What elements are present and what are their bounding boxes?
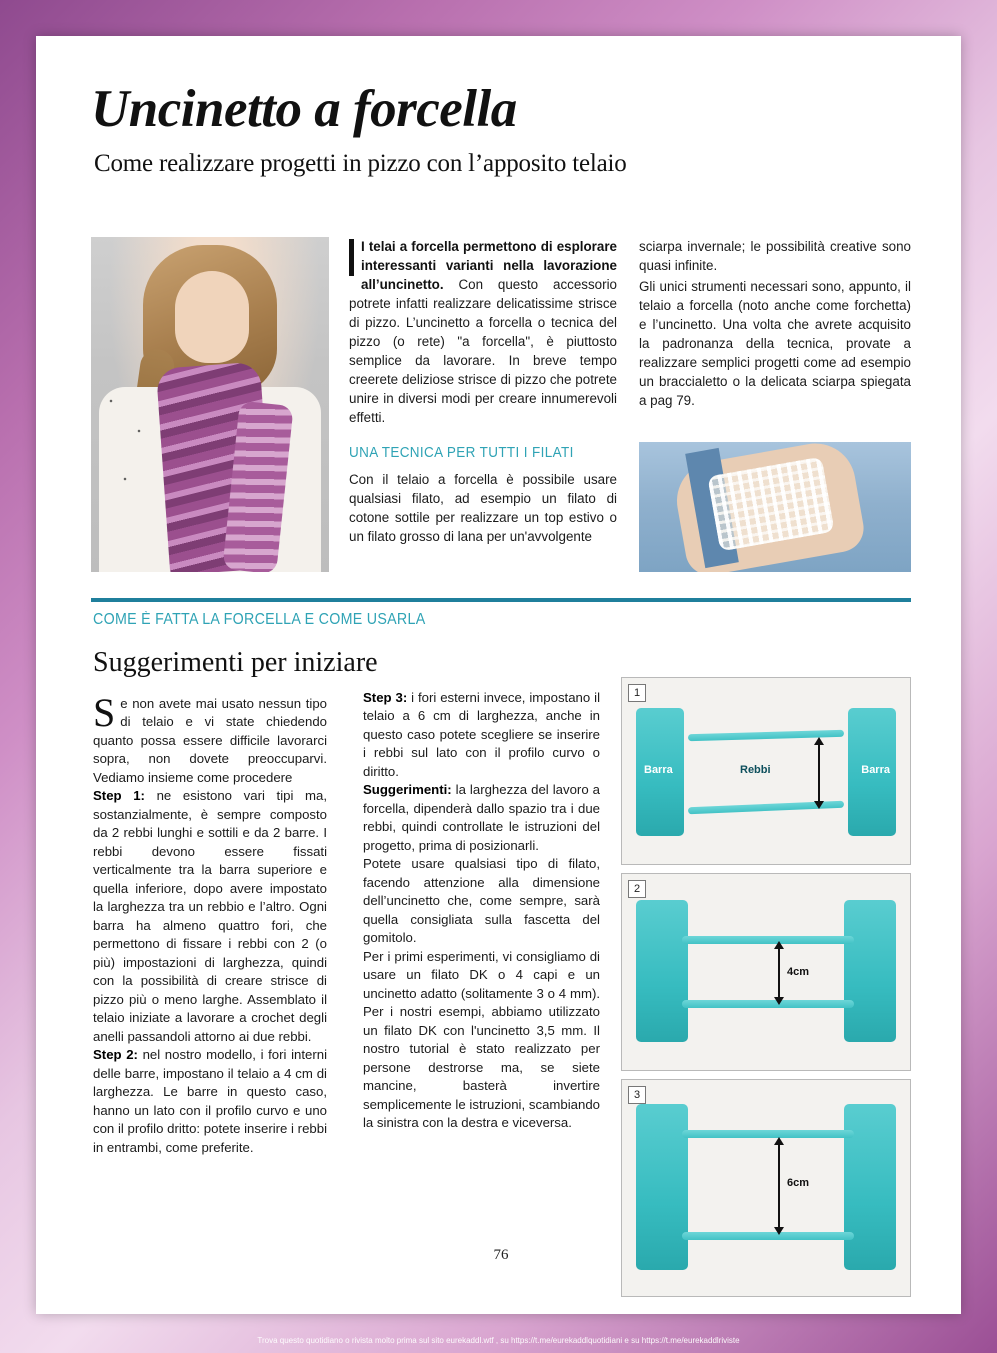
magazine-page (36, 36, 961, 1314)
intro-lead: I telai a forcella permettono di esplorare interessanti varianti nella lavorazione all’uncinetto. (361, 239, 617, 293)
intro-section (91, 237, 911, 572)
fig2-label-width: 4cm (787, 966, 810, 978)
fig2-bar-left (636, 900, 688, 1042)
photo-lace-bracelet (639, 442, 911, 572)
fig3-label-width: 6cm (787, 1177, 810, 1189)
model-face (175, 271, 249, 363)
body-step2 (93, 1046, 327, 1157)
body-step1 (93, 787, 327, 1046)
body-p1 (93, 690, 327, 787)
suggerimenti-text: la larghezza del lavoro a forcella, dipenderà dallo spazio tra i due rebbi, quindi controllate le istruzioni del progetto, prima di posizionarli. (363, 782, 600, 853)
fig1-label-rebbi: Rebbi (740, 764, 771, 776)
intro-paragraph (349, 237, 617, 427)
photo-model-with-scarf (91, 237, 329, 572)
intro-rest: Con questo accessorio potrete infatti realizzare delicatissime strisce di pizzo. L’uncinetto a forcella o tecnica del pizzo (o rete) "a forcella", è piuttosto semplice da lavorare. In breve tempo creerete deliziose strisce di pizzo che potrete unire in diversi modi per creare innumerevoli effetti. (349, 277, 617, 426)
figure-1 (621, 677, 911, 865)
intro-right-p1: sciarpa invernale; le possibilità creative sono quasi infinite. (639, 239, 911, 274)
fig1-arrow (818, 744, 820, 802)
figure-3-number: 3 (628, 1086, 646, 1104)
intro-column-right (639, 237, 911, 410)
paragraph-filati: Con il telaio a forcella è possibile usare qualsiasi filato, ad esempio un filato di cotone sottile per realizzare un top estivo o un filato grosso di lana per un'avvolgente (349, 471, 617, 544)
page-number: 76 (493, 1247, 509, 1263)
fig1-label-bar-right: Barra (861, 764, 890, 776)
intro-column-left (349, 237, 617, 546)
body-column-right (363, 689, 600, 1133)
page-content (91, 82, 911, 1272)
body-p1-text: e non avete mai usato nessun tipo di telaio e vi state chiedendo quanto possa essere difficile lavorarci sopra, non dovete preoccuparvi. Vediamo insieme come procedere (93, 696, 327, 785)
body-column-left (93, 690, 328, 1157)
step1-label: Step 1: (93, 788, 145, 804)
figure-3 (621, 1079, 911, 1297)
fig3-arrow (778, 1144, 780, 1228)
section-title: Suggerimenti per iniziare (93, 647, 378, 678)
body-step3 (363, 689, 600, 781)
figure-2 (621, 873, 911, 1071)
body-right-p2: Potete usare qualsiasi tipo di filato, facendo attenzione alla dimensione dell’uncinetto che, come sempre, sarà quella consigliata sulla fascetta del gomitolo. (363, 856, 600, 946)
body-right-p3: Per i primi esperimenti, vi consigliamo di usare un filato DK o 4 capi e un uncinetto adatto (solitamente 3 o 4 mm). Per i nostri esempi, abbiamo utilizzato un filato DK con l'uncinetto 3,5 mm. Il nostro tutorial è stato realizzato per persone destrorse ma, se siete mancine, basterà invertire semplicemente le istruzioni, scambiando la sinistra con la destra e viceversa. (363, 948, 600, 1131)
fig3-bar-right (844, 1104, 896, 1270)
fig3-prong-bottom (682, 1232, 854, 1240)
fig3-prong-top (682, 1130, 854, 1138)
page-subtitle: Come realizzare progetti in pizzo con l’apposito telaio (94, 149, 627, 177)
fig2-prong-top (682, 936, 854, 944)
fig2-prong-bottom (682, 1000, 854, 1008)
fig2-bar-right (844, 900, 896, 1042)
body-suggerimenti (363, 781, 600, 855)
step3-label: Step 3: (363, 690, 408, 705)
section-kicker: COME È FATTA LA FORCELLA E COME USARLA (93, 611, 426, 628)
intro-right-p2: Gli unici strumenti necessari sono, appunto, il telaio a forcella (noto anche come forchetta) e l’uncinetto. Una volta che avrete acquisito la padronanza della tecnica, provate a realizzare semplici progetti come ad esempio un braccialetto o la delicata sciarpa spiegata a pag 79. (639, 279, 911, 409)
section-divider (91, 598, 911, 602)
figures-panel (621, 677, 911, 1305)
subhead-filati: UNA TECNICA PER TUTTI I FILATI (349, 445, 574, 462)
step1-text: ne esistono vari tipi ma, sostanzialmente, è sempre composto da 2 rebbi lunghi e sottili e da 2 barre. I rebbi devono essere fissati verticalmente tra la barra superiore e quella inferiore, dopo avere impostato la larghezza tra un rebbio e l’altro. Ogni barra ha almeno quattro fori, che permettono di fissare i rebbi con 2 (o più) impostazioni di larghezza, quindi con la possibilità di creare strisce di pizzo più o meno larghe. Assemblato il telaio iniziate a lavorare a crochet degli anelli passandoli attorno ai due rebbi. (93, 788, 328, 1044)
drop-bar (349, 239, 354, 276)
page-title: Uncinetto a forcella (91, 80, 517, 138)
fig2-arrow (778, 948, 780, 998)
drop-cap: S (93, 690, 116, 735)
figure-2-number: 2 (628, 880, 646, 898)
suggerimenti-label: Suggerimenti: (363, 782, 452, 798)
fig3-bar-left (636, 1104, 688, 1270)
fig1-label-bar-left: Barra (644, 764, 673, 776)
step3-text: i fori esterni invece, impostano il telaio a 6 cm di larghezza, anche in questo caso potete scegliere se inserire i rebbi sul lato con il profilo curvo o diritto. (363, 690, 600, 779)
footer-watermark: Trova questo quotidiano o rivista molto prima sul sito eurekaddl.wtf , su https://t.me/eurekaddlquotidiani e su https://t.me/eurekaddlriviste (257, 1336, 740, 1345)
step2-text: nel nostro modello, i fori interni delle barre, impostano il telaio a 4 cm di larghezza. Le barre in questo caso, hanno un lato con il profilo curvo e uno con il profilo dritto: potete inserire i rebbi in entrambi, come preferite. (93, 1047, 327, 1155)
figure-1-number: 1 (628, 684, 646, 702)
step2-label: Step 2: (93, 1047, 138, 1063)
